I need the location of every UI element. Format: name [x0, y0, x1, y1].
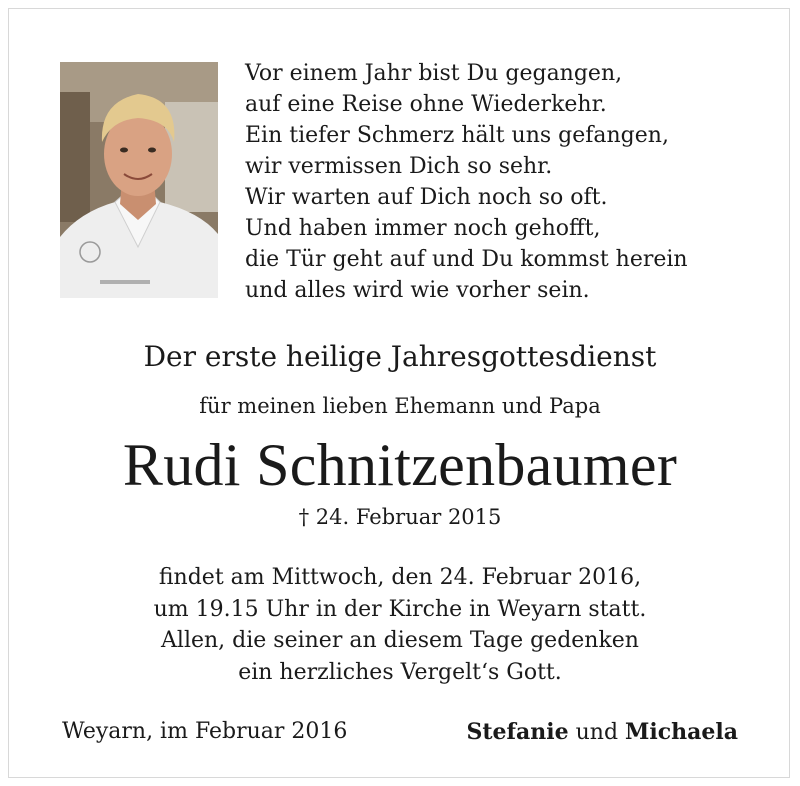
deceased-name: Rudi Schnitzenbaumer [122, 432, 678, 498]
memorial-poem [245, 58, 688, 306]
poem-line: und alles wird wie vorher sein. [245, 278, 590, 303]
signer-name: Stefanie [466, 719, 569, 745]
details-line: ein herzliches Vergelt‘s Gott. [238, 659, 562, 685]
poem-line: wir vermissen Dich so sehr. [245, 154, 553, 179]
place-date: Weyarn, im Februar 2016 [62, 719, 348, 744]
service-title: Der erste heilige Jahresgottesdienst [143, 340, 657, 373]
poem-line: Ein tiefer Schmerz hält uns gefangen, [245, 123, 669, 148]
death-date: † 24. Februar 2015 [298, 505, 502, 529]
portrait-icon [60, 62, 218, 298]
poem-line: die Tür geht auf und Du kommst herein [245, 247, 688, 272]
details-line: Allen, die seiner an diesem Tage gedenken [161, 628, 639, 653]
details-line: um 19.15 Uhr in der Kirche in Weyarn statt. [153, 596, 647, 622]
poem-line: Vor einem Jahr bist Du gegangen, [245, 61, 623, 86]
signer-name: Michaela [625, 719, 738, 745]
details-line: findet am Mittwoch, den 24. Februar 2016, [158, 565, 642, 590]
signer-conjunction: und [575, 720, 619, 745]
signature [466, 717, 738, 748]
service-details [0, 562, 800, 688]
poem-line: Wir warten auf Dich noch so oft. [245, 185, 608, 210]
portrait-photo [60, 62, 218, 298]
poem-line: Und haben immer noch gehofft, [245, 216, 601, 241]
poem-line: auf eine Reise ohne Wiederkehr. [245, 92, 607, 117]
dedication-line: für meinen lieben Ehemann und Papa [199, 394, 601, 418]
